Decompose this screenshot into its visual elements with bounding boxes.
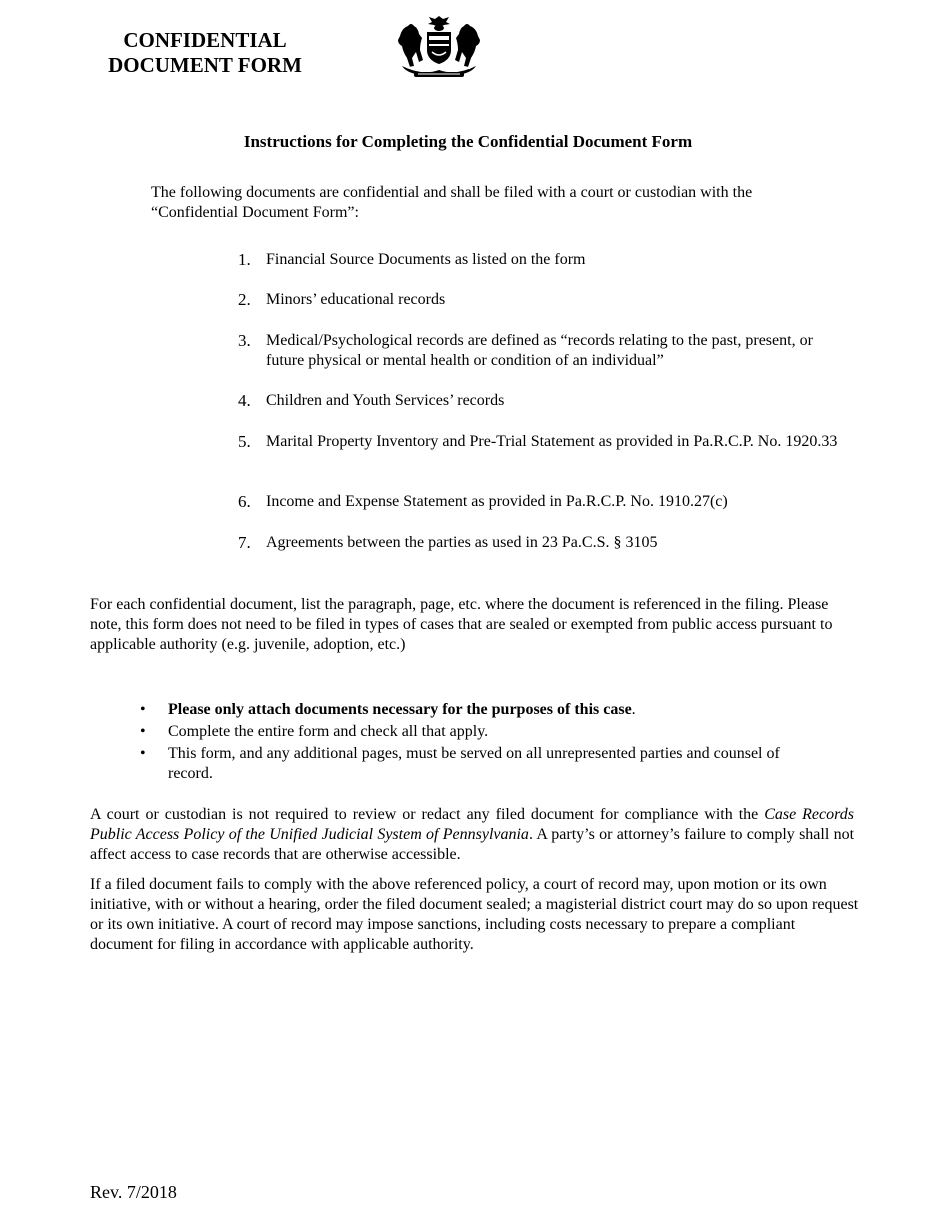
list-item <box>234 432 844 452</box>
policy-paragraph <box>90 805 854 865</box>
list-item <box>234 250 844 270</box>
list-item-text: Minors’ educational records <box>266 291 446 308</box>
list-item <box>140 722 820 742</box>
policy-name: Case Records Public Access Policy of the Unified Judicial System of Pennsylvania <box>90 806 854 843</box>
list-item-number: 5. <box>238 432 251 451</box>
list-item-number: 4. <box>238 391 251 410</box>
list-item-number: 7. <box>238 533 251 552</box>
list-item <box>140 700 820 720</box>
bullet-punctuation: . <box>631 701 636 718</box>
bullet-text: This form, and any additional pages, must be served on all unrepresented parties and counsel of record. <box>168 745 780 782</box>
bullet-icon: • <box>140 745 146 762</box>
list-item-text: Children and Youth Services’ records <box>266 392 505 409</box>
instructions-intro: The following documents are confidential and shall be filed with a court or custodian with the “Confidential Document Form”: <box>151 184 753 221</box>
list-item <box>234 533 844 553</box>
form-title-line1: CONFIDENTIAL <box>123 28 287 52</box>
bullet-text: Complete the entire form and check all that apply. <box>168 723 489 740</box>
list-item <box>234 391 844 411</box>
instructions-heading: Instructions for Completing the Confidential Document Form <box>243 132 693 151</box>
list-item-number: 3. <box>238 331 251 350</box>
list-item <box>234 290 844 310</box>
bullet-list <box>140 700 820 786</box>
list-item-text: Agreements between the parties as used in 23 Pa.C.S. § 3105 <box>266 534 658 551</box>
sanctions-paragraph: If a filed document fails to comply with the above referenced policy, a court of record may, upon motion or its own initiative, with or without a hearing, order the filed document sealed; a magisterial district court may do so upon request or its own initiative. A court of record may impose sanctions, including costs necessary to prepare a compliant document for filing in accordance with applicable authority. <box>90 876 859 953</box>
list-item-text: Financial Source Documents as listed on the form <box>266 251 586 268</box>
list-item-text: Medical/Psychological records are defined as “records relating to the past, present, or future physical or mental health or condition of an individual” <box>266 332 813 369</box>
policy-text-start: A court or custodian is not required to review or redact any filed document for compliance with the <box>90 806 765 823</box>
bullet-bold-text: Please only attach documents necessary for the purposes of this case <box>168 701 632 718</box>
coat-of-arms-icon <box>394 14 484 78</box>
reference-paragraph: For each confidential document, list the paragraph, page, etc. where the document is referenced in the filing. Please note, this form does not need to be filed in types of cases that are sealed or exempted from public access pursuant to applicable authority (e.g. juvenile, adoption, etc.) <box>90 596 833 653</box>
revision-date: Rev. 7/2018 <box>90 1182 177 1202</box>
bullet-icon: • <box>140 723 146 740</box>
list-item <box>140 744 820 784</box>
list-item-number: 6. <box>238 492 251 511</box>
bullet-icon: • <box>140 701 146 718</box>
form-title-line2: DOCUMENT FORM <box>108 53 302 77</box>
policy-text-end: . A party’s or attorney’s failure to comply shall not affect access to case records that are otherwise accessible. <box>90 826 855 863</box>
list-item-text: Income and Expense Statement as provided in Pa.R.C.P. No. 1910.27(c) <box>266 493 728 510</box>
list-item <box>234 492 844 512</box>
form-title <box>100 28 310 78</box>
list-item <box>234 331 844 371</box>
list-item-number: 1. <box>238 250 251 269</box>
list-item-number: 2. <box>238 290 251 309</box>
list-item-text: Marital Property Inventory and Pre-Trial Statement as provided in Pa.R.C.P. No. 1920.33 <box>266 433 838 450</box>
